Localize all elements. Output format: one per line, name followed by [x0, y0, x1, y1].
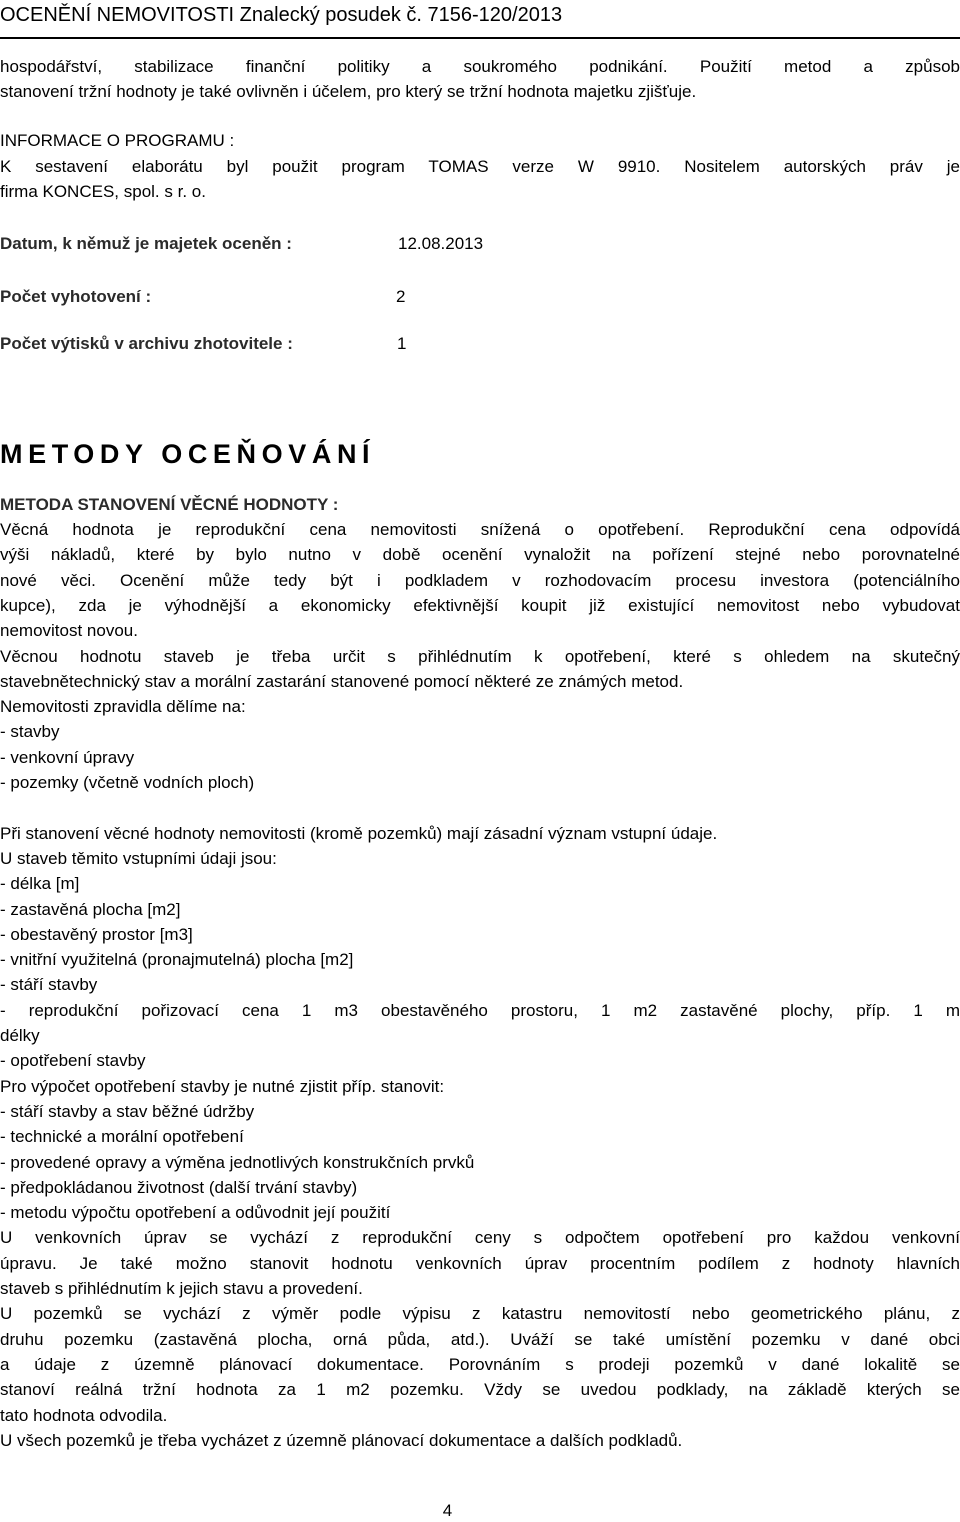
- body-line: - obestavěný prostor [m3]: [0, 924, 193, 944]
- body-line: úpravu. Je také možno stanovit hodnotu venkovních úprav procentním podílem z hodnoty hlavních: [0, 1253, 960, 1273]
- body-line: - venkovní úpravy: [0, 747, 135, 767]
- copies-label: Počet vyhotovení :: [0, 287, 152, 306]
- body-line: U pozemků se vychází z výměr podle výpisu z katastru nemovitostí nebo geometrického plánu, z: [0, 1304, 960, 1324]
- body-line: U všech pozemků je třeba vycházet z územně plánovací dokumentace a dalších podkladů.: [0, 1430, 683, 1450]
- copies-value: 2: [396, 287, 406, 306]
- body-line: Pro výpočet opotřebení stavby je nutné zjistit příp. stanovit:: [0, 1076, 445, 1096]
- header-divider: [0, 37, 960, 39]
- body-line: - stavby: [0, 722, 60, 742]
- body-line: - reprodukční pořizovací cena 1 m3 obestavěného prostoru, 1 m2 zastavěné plochy, příp. 1 m: [0, 1000, 960, 1020]
- body-line: délky: [0, 1026, 40, 1045]
- body-line: - pozemky (včetně vodních ploch): [0, 773, 255, 792]
- archive-copies-value: 1: [397, 334, 407, 353]
- body-line: stanoví reálná tržní hodnota za 1 m2 pozemku. Vždy se uvedou podklady, na základě kterých se: [0, 1380, 960, 1400]
- method-subheading: METODA STANOVENÍ VĚCNÉ HODNOTY :: [0, 495, 339, 514]
- page-number: 4: [442, 1501, 453, 1520]
- body-line: tato hodnota odvodila.: [0, 1405, 168, 1425]
- body-line: - provedené opravy a výměna jednotlivých konstrukčních prvků: [0, 1152, 475, 1172]
- valuation-date-value: 12.08.2013: [398, 234, 484, 253]
- body-line: Nemovitosti zpravidla dělíme na:: [0, 697, 246, 717]
- body-line: - vnitřní využitelná (pronajmutelná) plocha [m2]: [0, 950, 354, 970]
- body-line: - zastavěná plocha [m2]: [0, 899, 181, 919]
- body-line: U staveb těmito vstupními údaji jsou:: [0, 848, 277, 868]
- body-line: nové věci. Ocenění může tedy být i podkladem v rozhodovacím procesu investora (potenciálního: [0, 570, 960, 590]
- body-line: U venkovních úprav se vychází z reprodukční ceny s odpočtem opotřebení pro každou venkovní: [0, 1228, 960, 1248]
- intro-line-1: hospodářství, stabilizace finanční politiky a soukromého podnikání. Použití metod a způsob: [0, 57, 960, 76]
- program-line-1: K sestavení elaborátu byl použit program TOMAS verze W 9910. Nositelem autorských práv je: [0, 157, 960, 176]
- body-line: a údaje z územně plánovací dokumentace. Porovnáním s prodeji pozemků v dané lokalitě se: [0, 1354, 960, 1374]
- body-line: Při stanovení věcné hodnoty nemovitosti (kromě pozemků) mají zásadní význam vstupní údaje.: [0, 823, 718, 843]
- body-line: stavebnětechnický stav a morální zastarání stanovené pomocí některé ze známých metod.: [0, 671, 684, 691]
- body-line: - technické a morální opotřebení: [0, 1127, 244, 1147]
- program-heading: INFORMACE O PROGRAMU :: [0, 131, 235, 150]
- body-line: - délka [m]: [0, 874, 80, 894]
- body-line: druhu pozemku (zastavěná plocha, orná půda, atd.). Uváží se také umístění pozemku v dané obci: [0, 1329, 960, 1349]
- archive-copies-label: Počet výtisků v archivu zhotovitele :: [0, 334, 293, 353]
- body-line: - předpokládanou životnost (další trvání stavby): [0, 1177, 358, 1197]
- section-title: METODY OCEŇOVÁNÍ: [0, 439, 376, 469]
- body-line: výši nákladů, které by bylo nutno v době ocenění vynaložit na pořízení stejné nebo porovnatelné: [0, 545, 960, 565]
- intro-line-2: stanovení tržní hodnoty je také ovlivněn i účelem, pro který se tržní hodnota majetku zjišťuje.: [0, 82, 697, 101]
- program-line-2: firma KONCES, spol. s r. o.: [0, 182, 206, 201]
- valuation-date-label: Datum, k němuž je majetek oceněn :: [0, 234, 292, 253]
- page-header: OCENĚNÍ NEMOVITOSTI Znalecký posudek č. 7156-120/2013: [0, 4, 563, 26]
- body-line: nemovitost novou.: [0, 621, 138, 641]
- body-line: - metodu výpočtu opotřebení a odůvodnit její použití: [0, 1203, 391, 1223]
- body-line: staveb s přihlédnutím k jejich stavu a provedení.: [0, 1279, 363, 1298]
- body-line: - stáří stavby: [0, 975, 98, 995]
- body-line: kupce), zda je výhodnější a ekonomicky efektivnější koupit již existující nemovitost nebo vybudovat: [0, 595, 960, 615]
- body-line: Věcná hodnota je reprodukční cena nemovitosti snížená o opotřebení. Reprodukční cena odpovídá: [0, 520, 960, 539]
- body-line: - stáří stavby a stav běžné údržby: [0, 1101, 255, 1121]
- body-line: - opotřebení stavby: [0, 1051, 146, 1071]
- body-line: Věcnou hodnotu staveb je třeba určit s přihlédnutím k opotřebení, které s ohledem na skutečný: [0, 646, 960, 666]
